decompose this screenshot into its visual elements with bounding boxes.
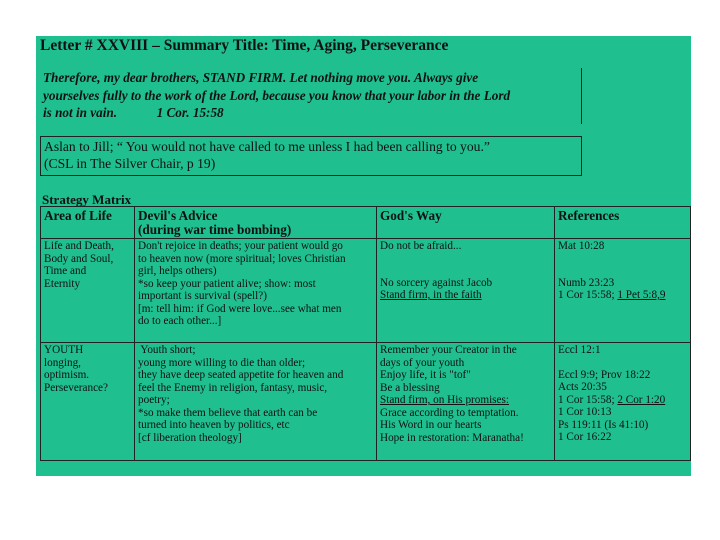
cell-line: Hope in restoration: Maranatha! (380, 431, 524, 444)
cell-line: Eternity (44, 277, 81, 290)
cell-line: No sorcery against Jacob (380, 276, 493, 289)
reference-link[interactable]: 2 Cor 1:20 (617, 393, 666, 406)
table-header-row (41, 207, 691, 239)
cell-line: Acts 20:35 (558, 381, 607, 393)
cell-line: longing, (44, 356, 81, 369)
cell-line: girl, helps others) (138, 265, 217, 277)
table-row (41, 239, 691, 343)
header-area: Area of Life (41, 207, 135, 239)
cell-line: Be a blessing (380, 381, 440, 394)
stand-firm-link[interactable]: Stand firm, on His promises: (380, 394, 509, 406)
verse-box (40, 68, 582, 124)
strategy-matrix-table (40, 206, 691, 461)
cell-line: His Word in our hearts (380, 419, 482, 431)
stand-firm-link[interactable]: Stand firm, in the faith (380, 289, 482, 301)
refs-cell (555, 239, 691, 343)
god-cell (377, 239, 555, 343)
verse-line: is not in vain. 1 Cor. 15:58 (43, 105, 224, 120)
header-refs: References (555, 207, 691, 239)
cell-line: Don't rejoice in deaths; your patient would go (138, 240, 343, 252)
cell-line: to heaven now (more spiritual; loves Christian (138, 252, 346, 265)
cell-line: young more willing to die than older; (138, 356, 306, 369)
table-row (41, 343, 691, 461)
cell-line: *so keep your patient alive; show: most (138, 277, 316, 290)
cell-line: Ps 119:11 (Is 41:10) (558, 418, 649, 431)
cell-line: they have deep seated appetite for heaven and (138, 369, 344, 381)
devil-cell (135, 343, 377, 461)
header-god: God's Way (377, 207, 555, 239)
cell-line: Youth short; (138, 344, 196, 356)
cell-line: 1 Cor 15:58; (558, 289, 618, 301)
cell-line: Eccl 9:9; Prov 18:22 (558, 368, 651, 381)
cell-line: 1 Cor 15:58; (558, 393, 618, 406)
header-devil-sub: (during war time bombing) (138, 222, 292, 237)
cell-line: Enjoy life, it is "tof" (380, 369, 471, 381)
devil-cell (135, 239, 377, 343)
god-cell (377, 343, 555, 461)
cell-line: days of your youth (380, 356, 465, 369)
cell-line: turned into heaven by politics, etc (138, 419, 290, 431)
slide (36, 36, 691, 476)
cell-line: Life and Death, (44, 240, 114, 252)
strategy-matrix-label: Strategy Matrix (42, 192, 132, 207)
verse-line: yourselves fully to the work of the Lord, because you know that your labor in the Lord (43, 87, 511, 103)
header-devil (135, 207, 377, 239)
cell-line: Mat 10:28 (558, 240, 605, 252)
cell-line: 1 Cor 10:13 (558, 406, 612, 418)
cell-line: Do not be afraid... (380, 240, 462, 252)
quote-line: Aslan to Jill; “ You would not have called to me unless I had been calling to you.” (44, 139, 490, 154)
cell-line: [cf liberation theology] (138, 431, 242, 444)
cell-line: Eccl 12:1 (558, 344, 601, 356)
cell-line: Remember your Creator in the (380, 344, 517, 356)
cell-line: poetry; (138, 394, 170, 406)
refs-cell (555, 343, 691, 461)
reference-link[interactable]: 1 Pet 5:8,9 (617, 289, 666, 301)
quote-box (40, 136, 582, 176)
cell-line: Body and Soul, (44, 252, 114, 265)
cell-line: Time and (44, 265, 87, 277)
cell-line: Perseverance? (44, 381, 108, 394)
summary-title: Letter # XXVIII – Summary Title: Time, Aging, Perseverance (40, 37, 449, 54)
cell-line: optimism. (44, 369, 90, 381)
header-devil-label: Devil's Advice (138, 208, 218, 223)
cell-line: important is survival (spell?) (138, 290, 267, 302)
area-cell (41, 239, 135, 343)
quote-line: (CSL in The Silver Chair, p 19) (44, 156, 216, 171)
cell-line: 1 Cor 16:22 (558, 431, 612, 443)
cell-line: feel the Enemy in religion, fantasy, music, (138, 381, 328, 394)
cell-line: Grace according to temptation. (380, 406, 519, 419)
cell-line: [m: tell him: if God were love...see what men (138, 302, 342, 315)
verse-line: Therefore, my dear brothers, STAND FIRM. Let nothing move you. Always give (43, 70, 479, 85)
area-cell (41, 343, 135, 461)
cell-line: YOUTH (44, 344, 84, 356)
cell-line: *so make them believe that earth can be (138, 406, 318, 419)
cell-line: do to each other...] (138, 315, 222, 327)
cell-line: Numb 23:23 (558, 276, 615, 289)
